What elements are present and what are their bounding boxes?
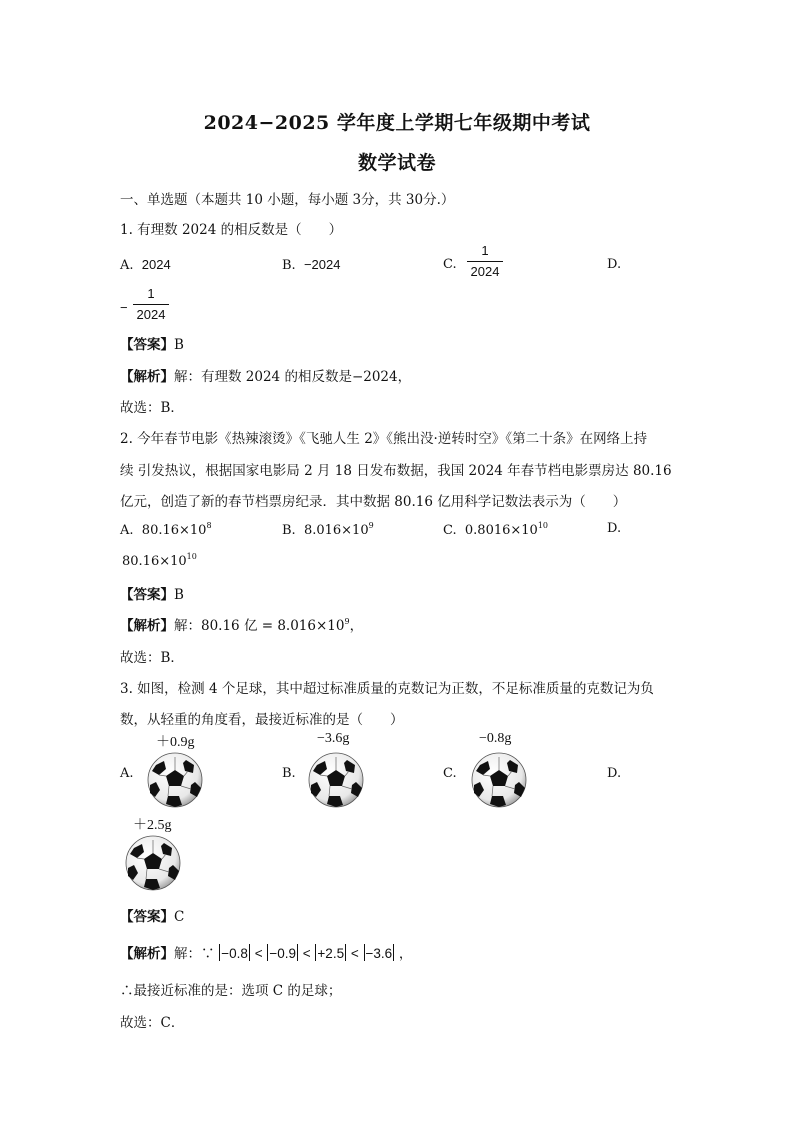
q2-answer: 【答案】B (120, 587, 184, 603)
q3-conclusion: 故选：C． (120, 1015, 185, 1031)
q3-option-d-mass: ＋2.5g (133, 818, 172, 833)
q1-analysis: 【解析】解：有理数 2024 的相反数是−2024， (120, 369, 412, 385)
soccer-ball-icon (146, 751, 204, 809)
q1-answer: 【答案】B (120, 337, 184, 353)
q1-option-d-letter: D. (607, 257, 622, 272)
soccer-ball-icon (307, 751, 365, 809)
q3-option-a-mass: ＋0.9g (156, 735, 195, 750)
q2-option-b: B. $8.016\times 10^9$ (282, 521, 374, 538)
q3-option-c-mass: −0.8g (479, 731, 512, 746)
q2-option-d-letter: D. (607, 521, 622, 536)
soccer-ball-icon (124, 834, 182, 892)
q3-stem-line-1: 3. 如图，检测 4 个足球，其中超过标准质量的克数记为正数，不足标准质量的克数记为负 (120, 681, 654, 697)
q2-stem-line-2: 续 引发热议，根据国家电影局 2 月 18 日发布数据，我国 2024 年春节档电影票房达 80.16 (120, 463, 672, 479)
q1-option-d-fraction: 1 2024 (133, 285, 169, 324)
q2-option-d-value: $80.16\times 10^{10}$ (122, 552, 197, 569)
section-heading: 一、单选题（本题共 10 小题，每小题 3分，共 30分.） (120, 192, 455, 208)
q3-option-b-letter: B. (282, 766, 296, 781)
q3-option-a-letter: A. (120, 766, 134, 781)
q1-option-a: A. 2024 (120, 257, 171, 273)
q1-option-c-fraction: 1 2024 (467, 242, 503, 281)
q2-stem-line-1: 2. 今年春节电影《热辣滚烫》《飞驰人生 2》《熊出没·逆转时空》《第二十条》在网络上持 (120, 431, 648, 447)
q3-stem-line-2: 数，从轻重的角度看，最接近标准的是（ ） (120, 712, 404, 728)
q1-option-c-letter: C. (443, 257, 457, 272)
q3-option-d-letter: D. (607, 766, 622, 781)
q1-option-b: B. −2024 (282, 257, 341, 273)
q3-option-b-mass: −3.6g (317, 731, 350, 746)
q1-conclusion: 故选：B． (120, 400, 184, 416)
q3-answer: 【答案】C (120, 909, 185, 925)
q1-stem: 1. 有理数 2024 的相反数是（ ） (120, 222, 343, 238)
q2-option-c: C. $0.8016\times 10^{10}$ (443, 521, 548, 538)
q1-option-d-sign: − (120, 300, 128, 315)
q2-option-a: A. $80.16\times 10^8$ (120, 521, 212, 538)
q3-therefore: ∴最接近标准的是：选项 C 的足球； (120, 983, 342, 999)
q2-analysis: 【解析】解：80.16 亿 = $8.016\times 10^9$， (120, 617, 364, 634)
q2-stem-line-3: 亿元，创造了新的春节档票房纪录．其中数据 80.16 亿用科学记数法表示为（ ） (120, 494, 627, 510)
q3-analysis: 【解析】解：∵ −0.8 < −0.9 < +2.5 < −3.6 ， (120, 946, 413, 962)
q3-option-c-letter: C. (443, 766, 457, 781)
exam-title: 2024−2025 学年度上学期七年级期中考试 (203, 112, 591, 134)
q2-conclusion: 故选：B． (120, 650, 184, 666)
exam-subtitle: 数学试卷 (357, 152, 436, 174)
soccer-ball-icon (470, 751, 528, 809)
